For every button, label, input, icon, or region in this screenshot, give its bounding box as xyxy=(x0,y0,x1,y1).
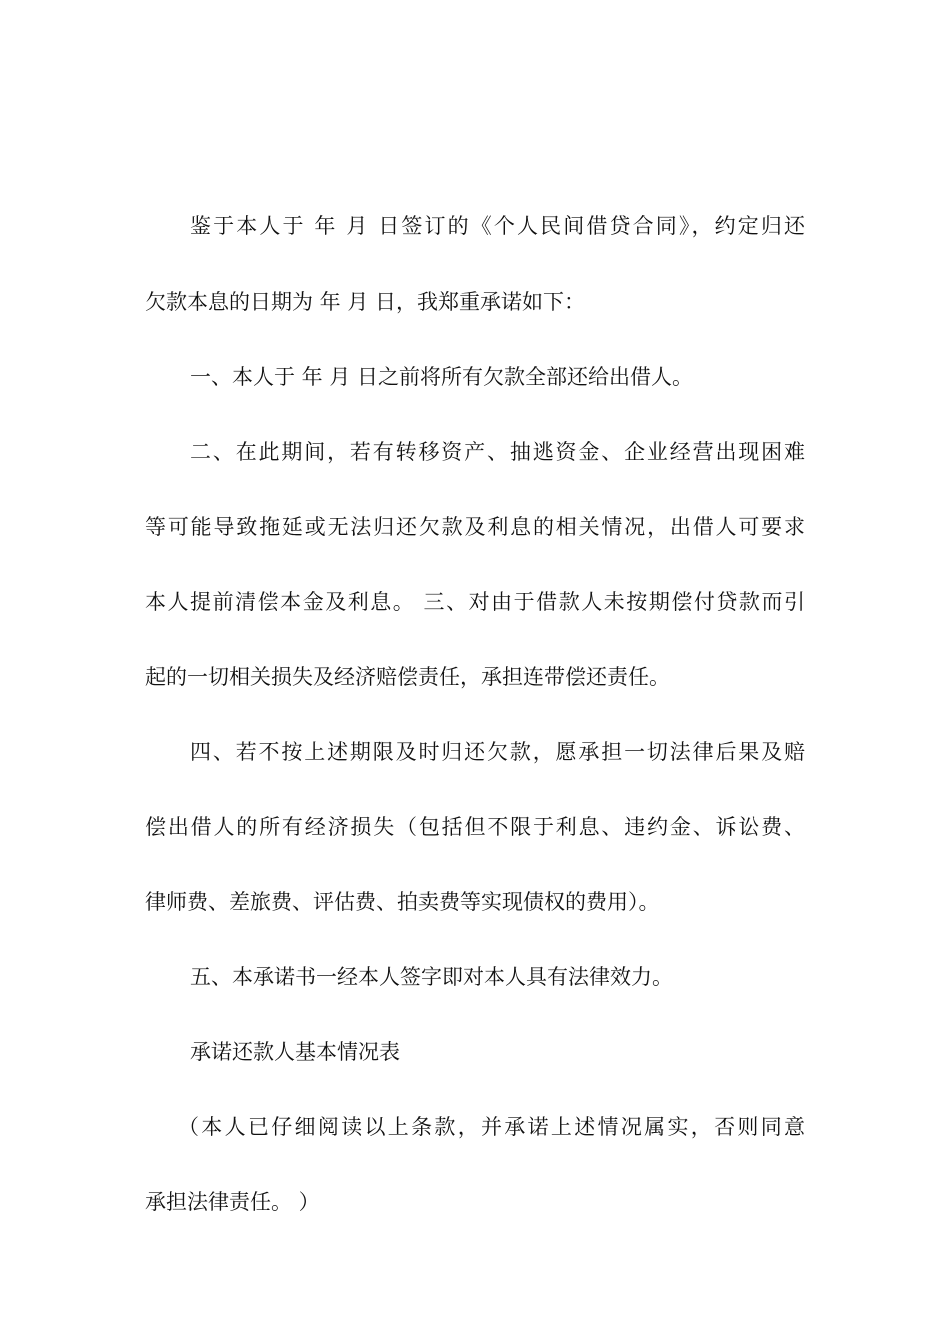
clause-5-line-1: 五、本承诺书一经本人签字即对本人具有法律效力。 xyxy=(190,965,673,989)
paragraph-intro-line-2: 欠款本息的日期为 年 月 日，我郑重承诺如下： xyxy=(145,290,586,314)
table-title: 承诺还款人基本情况表 xyxy=(190,1040,400,1064)
paragraph-intro-line-1: 鉴于本人于 年 月 日签订的《个人民间借贷合同》，约定归还 xyxy=(190,214,805,238)
clause-2-line-3: 本人提前清偿本金及利息。 三、对由于借款人未按期偿付贷款而引 xyxy=(145,590,805,614)
clause-4-line-3: 律师费、差旅费、评估费、拍卖费等实现债权的费用）。 xyxy=(145,890,660,914)
clause-2-line-1: 二、在此期间，若有转移资产、抽逃资金、企业经营出现困难 xyxy=(190,440,805,464)
declaration-line-2: 承担法律责任。 ） xyxy=(145,1190,320,1214)
clause-4-line-1: 四、若不按上述期限及时归还欠款，愿承担一切法律后果及赔 xyxy=(190,740,805,764)
clause-2-line-2: 等可能导致拖延或无法归还欠款及利息的相关情况，出借人可要求 xyxy=(145,515,805,539)
clause-1-line-1: 一、本人于 年 月 日之前将所有欠款全部还给出借人。 xyxy=(190,365,694,389)
clause-3-line-2: 起的一切相关损失及经济赔偿责任，承担连带偿还责任。 xyxy=(145,665,670,689)
declaration-line-1: （本人已仔细阅读以上条款，并承诺上述情况属实，否则同意 xyxy=(178,1115,805,1139)
clause-4-line-2: 偿出借人的所有经济损失（包括但不限于利息、违约金、诉讼费、 xyxy=(145,815,805,839)
